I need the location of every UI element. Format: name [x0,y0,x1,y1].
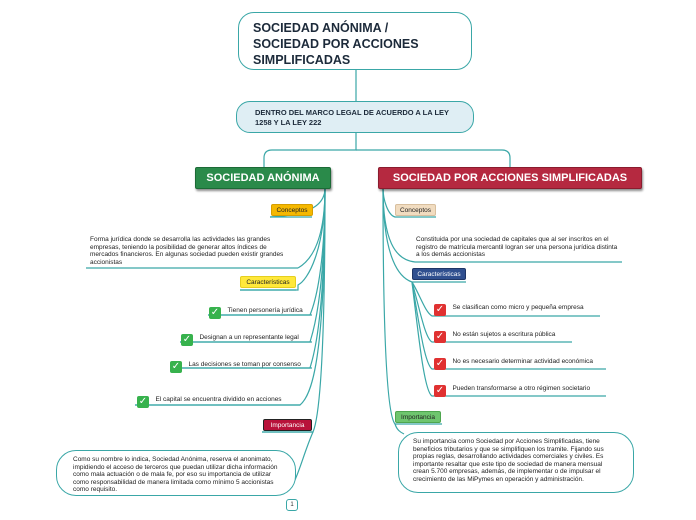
sa-concepto-text: Forma jurídica donde se desarrolla las actividades las grandes empresas, teniendo la posibilidad de generar altos índices de mercados financieros. En algunas sociedad pueden existir grandes accionistas [90,236,284,266]
sa-caracteristica-4 [137,391,282,409]
sas-caracteristica-3 [434,353,593,371]
marco-legal-box [236,101,474,133]
sas-caracteristica-1-label: Se clasifican como micro y pequeña empresa [452,304,584,311]
check-icon: ✓ [171,361,181,372]
sa-caracteristica-2-label: Designan a un representante legal [199,334,299,341]
sas-conceptos-tag[interactable]: Conceptos [395,204,436,216]
sas-caracteristica-4 [434,380,590,398]
check-icon: ✓ [435,331,445,342]
sas-concepto-text: Constituida por una sociedad de capitales que al ser inscritos en el registro de matrícula mercantil logran ser una persona jurídica distinta a los demás accionistas [416,236,618,259]
check-icon: ✓ [182,334,192,345]
sa-caracteristica-1 [209,302,303,320]
sas-caracteristica-4-label: Pueden transformarse a otro régimen societario [452,385,591,392]
sas-importancia-tag[interactable]: Importancia [395,411,441,423]
check-icon: ✓ [138,396,148,407]
sa-caracteristica-1-label: Tienen personería jurídica [227,307,303,314]
check-icon: ✓ [435,385,445,396]
main-title: SOCIEDAD ANÓNIMA / SOCIEDAD POR ACCIONES SIMPLIFICADAS [253,21,419,67]
sas-caracteristica-2 [434,326,555,344]
sa-caracteristica-4-label: El capital se encuentra dividido en acciones [155,396,282,403]
sa-caracteristica-3-label: Las decisiones se toman por consenso [188,361,301,368]
sas-importancia-box [398,432,634,493]
main-title-box [238,12,472,70]
sa-caracteristica-2 [181,329,299,347]
sa-importancia-tag[interactable]: Importancia [263,419,312,431]
sas-caracteristica-1 [434,299,584,317]
sa-caracteristicas-tag[interactable]: Características [240,276,296,288]
sas-caracteristicas-tag[interactable]: Características [412,268,466,280]
sa-caracteristica-3 [170,356,301,374]
check-icon: ✓ [435,304,445,315]
sa-conceptos-tag[interactable]: Conceptos [271,204,313,216]
sas-caracteristica-3-label: No es necesario determinar actividad económica [452,358,593,365]
check-icon: ✓ [435,358,445,369]
marco-legal-text: DENTRO DEL MARCO LEGAL DE ACUERDO A LA LEY 1258 Y LA LEY 222 [255,108,449,127]
sas-caracteristica-2-label: No están sujetos a escritura pública [452,331,556,338]
sas-importancia-text: Su importancia como Sociedad por Acciones Simplificadas, tiene beneficios tributarios y que se simplifiquen los tramite. Fijando sus propias reglas, desarrollando actividades comerciales y civiles. Es importante resaltar que este tipo de sociedad de manera mensual crean 5.700 empresas, además, de implementar o de impulsar el crecimiento de las MiPymes en operación y administración. [413,438,604,483]
page-number-badge[interactable]: 1 [286,499,298,511]
check-icon: ✓ [210,307,220,318]
sa-importancia-box [56,450,296,496]
sa-importancia-text: Como su nombre lo indica, Sociedad Anónima, reserva el anonimato, impidiendo el acceso de terceros que puedan utilizar dicha información como mala actuación o de mala fe, por eso su importancia de utilizar como responsabilidad de manera limitada como mínimo 5 accionistas como requisito. [73,456,278,494]
sas-main-node[interactable]: SOCIEDAD POR ACCIONES SIMPLIFICADAS [378,167,642,189]
sa-main-node[interactable]: SOCIEDAD ANÓNIMA [195,167,331,189]
